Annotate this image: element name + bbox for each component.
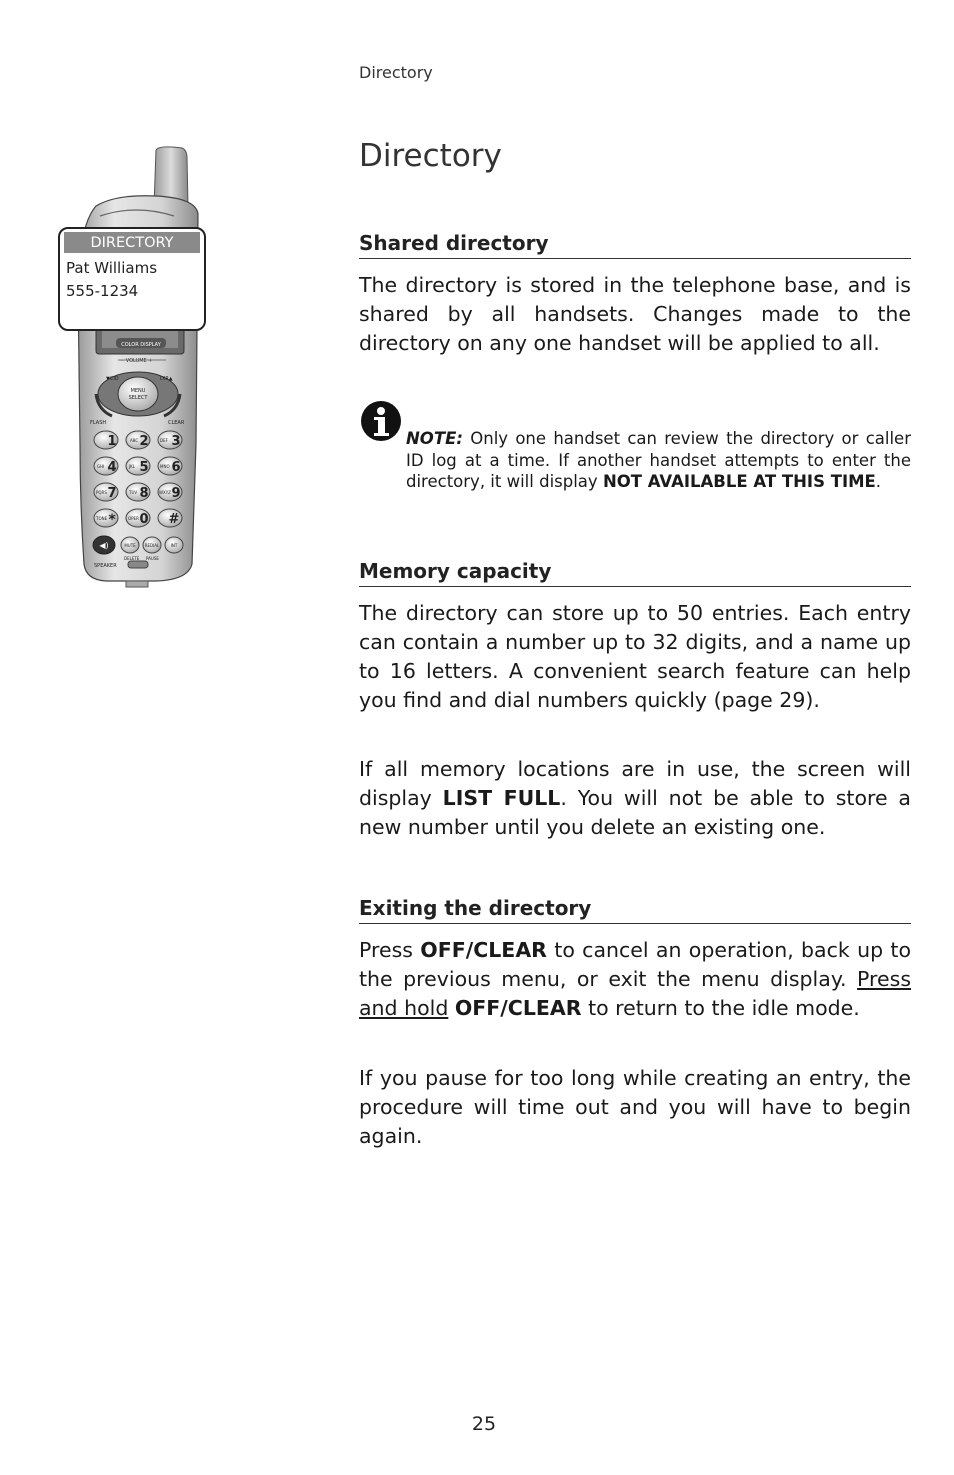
svg-text:FLASH: FLASH [90, 420, 107, 426]
svg-text:▼CID: ▼CID [106, 376, 119, 382]
svg-text:MENU: MENU [130, 388, 146, 394]
svg-text:TUV: TUV [129, 490, 138, 495]
svg-text:INT: INT [170, 543, 178, 548]
off-clear-label: OFF/CLEAR [420, 938, 547, 962]
note-text [406, 428, 911, 493]
svg-text:JKL: JKL [129, 464, 136, 469]
svg-text:ABC: ABC [130, 438, 139, 443]
svg-text:PQRS: PQRS [96, 490, 107, 495]
svg-text:REDIAL: REDIAL [144, 543, 160, 548]
press-and-hold: Press and hold [359, 967, 911, 1020]
svg-text:*: * [108, 512, 116, 528]
screen-line-number: 555-1234 [66, 282, 139, 300]
memory-p2-text: If all memory locations are in use, the screen will display [359, 757, 911, 810]
page-title: Directory [359, 138, 502, 174]
exiting-paragraph-1 [359, 936, 911, 1023]
svg-text:6: 6 [171, 460, 181, 475]
svg-text:4: 4 [107, 460, 117, 475]
note-bold: NOT AVAILABLE AT THIS TIME [602, 472, 876, 491]
svg-text:GHI: GHI [97, 464, 105, 469]
svg-text:PAUSE: PAUSE [146, 556, 159, 561]
svg-text:0: 0 [139, 512, 149, 527]
screen-line-name: Pat Williams [66, 259, 158, 277]
svg-text:DEF: DEF [160, 438, 168, 443]
svg-text:1: 1 [107, 434, 117, 449]
section-heading-exiting: Exiting the directory [359, 896, 911, 924]
svg-text:7: 7 [107, 486, 117, 501]
section-heading-memory: Memory capacity [359, 559, 911, 587]
note-end: . [875, 472, 882, 491]
running-head: Directory [359, 63, 433, 82]
exit-text-a: Press [359, 938, 421, 962]
screen-header: DIRECTORY [64, 232, 200, 253]
page-number: 25 [471, 1413, 497, 1435]
memory-paragraph-1: The directory can store up to 50 entries. Each entry can contain a number up to 32 digits, and a name up to 16 letters. A convenient search feature can help you find and dial numbers quickly (page 29). [359, 601, 911, 712]
off-clear-label-2: OFF/CLEAR [454, 996, 582, 1020]
list-full-label: LIST FULL [442, 786, 561, 810]
svg-text:◀): ◀) [99, 541, 109, 550]
svg-text:#: # [168, 512, 180, 527]
exit-text-g: to return to the idle mode. [581, 996, 860, 1020]
svg-text:OPER: OPER [128, 516, 139, 521]
svg-text:DELETE: DELETE [124, 556, 140, 561]
handset-illustration [56, 144, 216, 594]
svg-text:SPEAKER: SPEAKER [94, 563, 117, 569]
svg-text:TONE: TONE [96, 516, 108, 521]
note-body: Only one handset can review the directory or caller ID log at a time. If another handset attempts to enter the directory, it will display [406, 429, 911, 491]
svg-text:SELECT: SELECT [128, 395, 148, 401]
exit-text-c: to cancel an operation, back up to the previous menu, or exit the menu display. [359, 938, 911, 991]
handset-screen-callout [58, 227, 206, 331]
note-label: NOTE: [406, 429, 463, 448]
svg-text:− VOLUME +: − VOLUME + [120, 358, 153, 364]
memory-p2-text-end: . You will not be able to store a new number until you delete an existing one. [359, 786, 911, 839]
memory-paragraph-2 [359, 755, 911, 842]
svg-text:MNO: MNO [160, 464, 170, 469]
svg-text:CLEAR: CLEAR [168, 420, 185, 426]
section-heading-shared: Shared directory [359, 231, 911, 259]
svg-text:DIR▲: DIR▲ [160, 376, 173, 382]
svg-text:MUTE: MUTE [124, 543, 136, 548]
svg-text:COLOR DISPLAY: COLOR DISPLAY [121, 342, 161, 348]
exiting-paragraph-2: If you pause for too long while creating an entry, the procedure will time out and you will have to begin again. [359, 1066, 911, 1148]
svg-text:8: 8 [139, 486, 149, 501]
info-icon [360, 400, 404, 444]
svg-text:5: 5 [139, 460, 149, 475]
svg-text:9: 9 [171, 486, 181, 501]
svg-text:3: 3 [171, 434, 181, 449]
svg-text:2: 2 [139, 434, 149, 449]
shared-paragraph: The directory is stored in the telephone base, and is shared by all handsets. Changes made to the directory on any one handset will be applied to all. [359, 273, 911, 355]
svg-text:WXYZ: WXYZ [159, 490, 171, 495]
